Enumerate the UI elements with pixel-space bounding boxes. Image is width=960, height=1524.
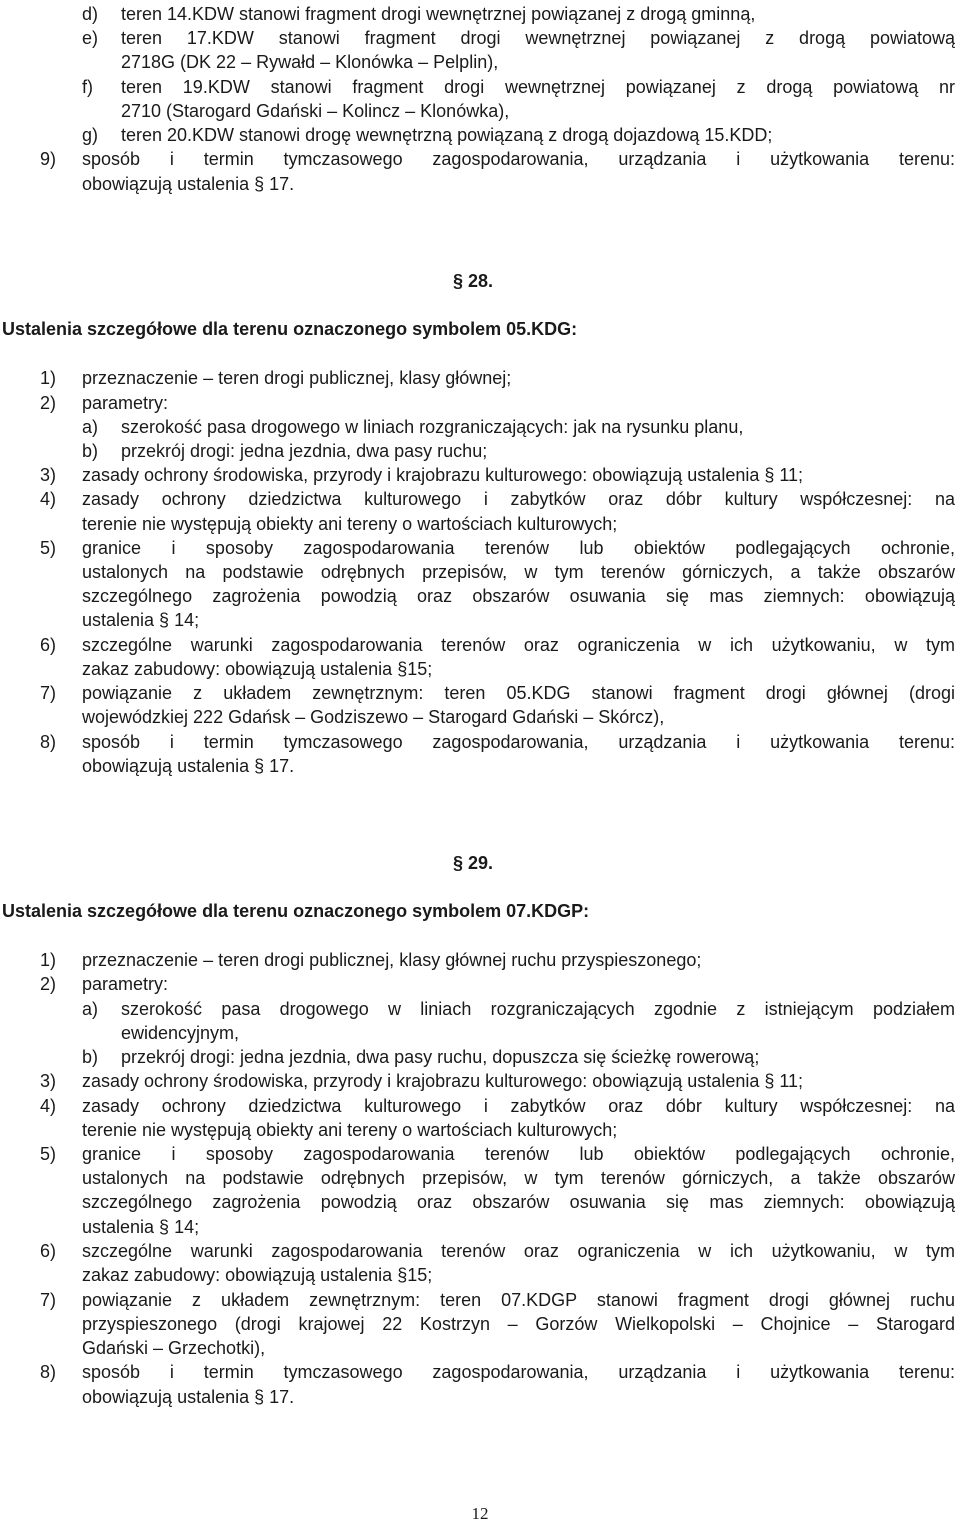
- list-marker: 6): [40, 1241, 57, 1261]
- list-item-text: teren 19.KDW stanowi fragment drogi wewnętrznej powiązanej z drogą powiatową nr: [121, 77, 955, 97]
- list-item-text: przekrój drogi: jedna jezdnia, dwa pasy ruchu;: [121, 441, 488, 461]
- list-item-text: obowiązują ustalenia § 17.: [82, 756, 295, 776]
- list-marker: g): [82, 125, 99, 145]
- list-marker: 1): [40, 368, 57, 388]
- list-item-text: sposób i termin tymczasowego zagospodarowania, urządzania i użytkowania terenu:: [82, 732, 955, 752]
- list-item-text: szczególnego zagrożenia powodzią oraz obszarów osuwania się mas ziemnych: obowiązują: [82, 586, 955, 606]
- list-marker: 8): [40, 732, 57, 752]
- list-item-text: przekrój drogi: jedna jezdnia, dwa pasy ruchu, dopuszcza się ścieżkę rowerową;: [121, 1047, 760, 1067]
- list-item-text: terenie nie występują obiekty ani tereny o wartościach kulturowych;: [82, 1120, 618, 1140]
- list-item-text: zasady ochrony dziedzictwa kulturowego i zabytków oraz dóbr kultury współczesnej: na: [82, 1096, 955, 1116]
- list-item-text: 2718G (DK 22 – Rywałd – Klonówka – Pelplin),: [121, 52, 499, 72]
- list-marker: 6): [40, 635, 57, 655]
- list-item-text: ustalenia § 14;: [82, 610, 200, 630]
- list-marker: b): [82, 1047, 99, 1067]
- list-item-text: zakaz zabudowy: obowiązują ustalenia §15;: [82, 659, 433, 679]
- list-item-text: teren 14.KDW stanowi fragment drogi wewnętrznej powiązanej z drogą gminną,: [121, 4, 756, 24]
- list-item-text: zasady ochrony środowiska, przyrody i krajobrazu kulturowego: obowiązują ustalenia § 11;: [82, 1071, 804, 1091]
- list-marker: f): [82, 77, 93, 97]
- list-item-text: ewidencyjnym,: [121, 1023, 240, 1043]
- list-marker: 7): [40, 683, 57, 703]
- list-marker: 5): [40, 1144, 57, 1164]
- list-item-text: przeznaczenie – teren drogi publicznej, klasy głównej;: [82, 368, 512, 388]
- list-item-text: powiązanie z układem zewnętrznym: teren 05.KDG stanowi fragment drogi głównej (drogi: [82, 683, 955, 703]
- list-marker: 4): [40, 489, 57, 509]
- list-marker: 9): [40, 149, 57, 169]
- list-item-text: sposób i termin tymczasowego zagospodarowania, urządzania i użytkowania terenu:: [82, 1362, 955, 1382]
- list-marker: 1): [40, 950, 57, 970]
- list-item-text: zakaz zabudowy: obowiązują ustalenia §15;: [82, 1265, 433, 1285]
- list-item-text: wojewódzkiej 222 Gdańsk – Godziszewo – Starogard Gdański – Skórcz),: [82, 707, 665, 727]
- list-item-text: ustalonych na podstawie odrębnych przepisów, w tym terenów górniczych, a także obszarów: [82, 1168, 955, 1188]
- list-item-text: obowiązują ustalenia § 17.: [82, 174, 295, 194]
- list-item-text: przeznaczenie – teren drogi publicznej, klasy głównej ruchu przyspieszonego;: [82, 950, 702, 970]
- list-marker: d): [82, 4, 99, 24]
- list-item-text: granice i sposoby zagospodarowania terenów lub obiektów podlegających ochronie,: [82, 1144, 955, 1164]
- list-marker: 3): [40, 1071, 57, 1091]
- list-marker: 4): [40, 1096, 57, 1116]
- list-marker: 7): [40, 1290, 57, 1310]
- list-marker: a): [82, 999, 99, 1019]
- list-item-text: Gdański – Grzechotki),: [82, 1338, 266, 1358]
- list-item-text: granice i sposoby zagospodarowania terenów lub obiektów podlegających ochronie,: [82, 538, 955, 558]
- page-number: 12: [471, 1504, 489, 1523]
- list-item-text: sposób i termin tymczasowego zagospodarowania, urządzania i użytkowania terenu:: [82, 149, 955, 169]
- list-item-text: szerokość pasa drogowego w liniach rozgraniczających: jak na rysunku planu,: [121, 417, 744, 437]
- section-number: § 28.: [453, 271, 494, 291]
- list-item-text: teren 20.KDW stanowi drogę wewnętrzną powiązaną z drogą dojazdową 15.KDD;: [121, 125, 773, 145]
- list-item-text: 2710 (Starogard Gdański – Kolincz – Klonówka),: [121, 101, 510, 121]
- list-marker: b): [82, 441, 99, 461]
- list-item-text: parametry:: [82, 974, 169, 994]
- section-heading: Ustalenia szczegółowe dla terenu oznaczonego symbolem 05.KDG:: [2, 319, 578, 339]
- list-marker: 5): [40, 538, 57, 558]
- list-item-text: przyspieszonego (drogi krajowej 22 Kostrzyn – Gorzów Wielkopolski – Chojnice – Starogard: [82, 1314, 955, 1334]
- list-marker: 3): [40, 465, 57, 485]
- list-item-text: obowiązują ustalenia § 17.: [82, 1387, 295, 1407]
- list-item-text: ustalenia § 14;: [82, 1217, 200, 1237]
- list-item-text: szczególne warunki zagospodarowania terenów oraz ograniczenia w ich użytkowaniu, w tym: [82, 1241, 955, 1261]
- list-marker: 2): [40, 974, 57, 994]
- list-item-text: ustalonych na podstawie odrębnych przepisów, w tym terenów górniczych, a także obszarów: [82, 562, 955, 582]
- list-item-text: zasady ochrony środowiska, przyrody i krajobrazu kulturowego: obowiązują ustalenia § 11;: [82, 465, 804, 485]
- list-marker: 2): [40, 393, 57, 413]
- list-item-text: parametry:: [82, 393, 169, 413]
- list-item-text: terenie nie występują obiekty ani tereny o wartościach kulturowych;: [82, 514, 618, 534]
- list-item-text: szczególnego zagrożenia powodzią oraz obszarów osuwania się mas ziemnych: obowiązują: [82, 1192, 955, 1212]
- list-item-text: szczególne warunki zagospodarowania terenów oraz ograniczenia w ich użytkowaniu, w tym: [82, 635, 955, 655]
- list-marker: e): [82, 28, 99, 48]
- list-item-text: powiązanie z układem zewnętrznym: teren 07.KDGP stanowi fragment drogi głównej ruchu: [82, 1290, 955, 1310]
- section-heading: Ustalenia szczegółowe dla terenu oznaczonego symbolem 07.KDGP:: [2, 901, 590, 921]
- list-item-text: zasady ochrony dziedzictwa kulturowego i zabytków oraz dóbr kultury współczesnej: na: [82, 489, 955, 509]
- list-item-text: szerokość pasa drogowego w liniach rozgraniczających zgodnie z istniejącym podziałem: [121, 999, 955, 1019]
- list-marker: 8): [40, 1362, 57, 1382]
- list-item-text: teren 17.KDW stanowi fragment drogi wewnętrznej powiązanej z drogą powiatową: [121, 28, 955, 48]
- section-number: § 29.: [453, 853, 494, 873]
- list-marker: a): [82, 417, 99, 437]
